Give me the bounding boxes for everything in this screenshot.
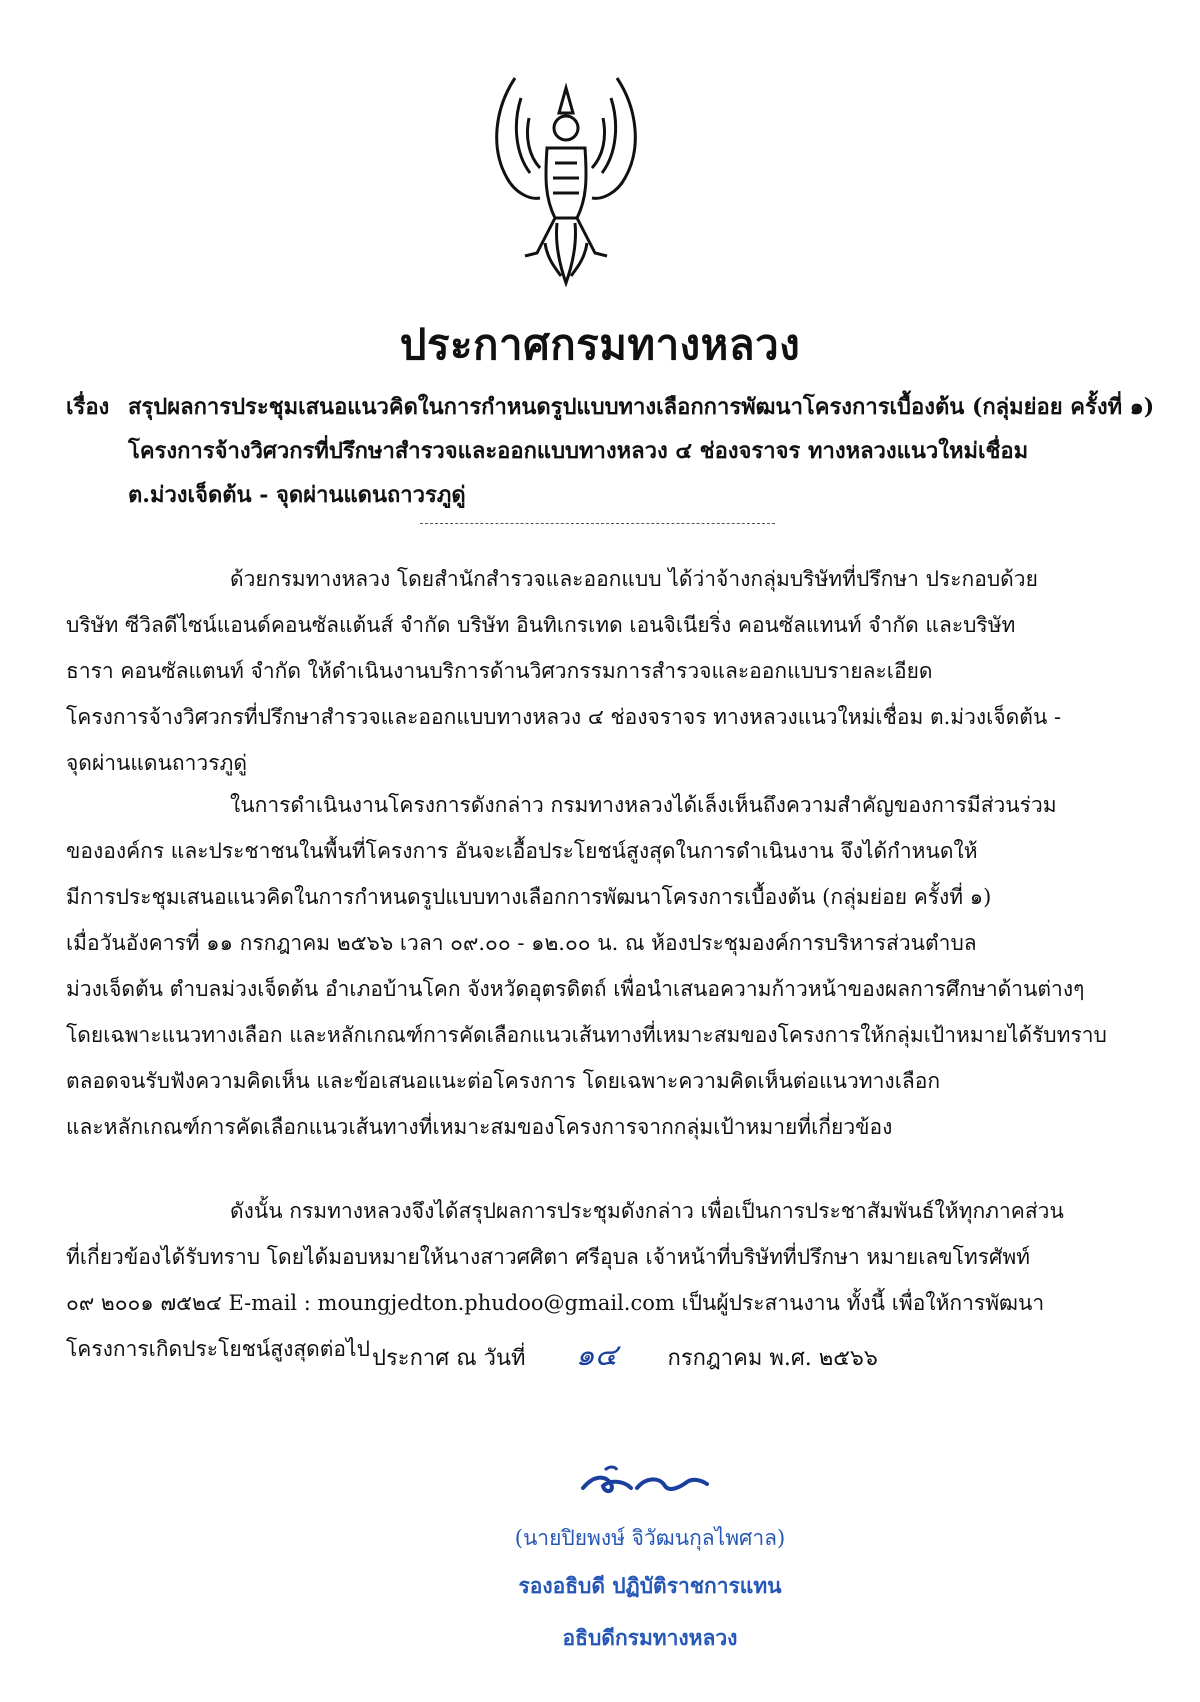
paragraph-line: โครงการเกิดประโยชน์สูงสุดต่อไป xyxy=(66,1337,370,1361)
paragraph-line: ในการดำเนินงานโครงการดังกล่าว กรมทางหลวงได้เล็งเห็นถึงความสำคัญของการมีส่วนร่วม xyxy=(230,793,1057,817)
document-title: ประกาศกรมทางหลวง xyxy=(399,320,801,369)
paragraph-line: โดยเฉพาะแนวทางเลือก และหลักเกณฑ์การคัดเลือกแนวเส้นทางที่เหมาะสมของโครงการให้กลุ่มเป้าหมายได้รับทราบ xyxy=(66,1023,1107,1047)
handwritten-day: ๑๔ xyxy=(575,1338,618,1373)
announce-prefix: ประกาศ ณ วันที่ xyxy=(372,1346,526,1371)
paragraph-line: บริษัท ซีวิลดีไซน์แอนด์คอนซัลแต้นส์ จำกัด บริษัท อินทิเกรเทด เอนจิเนียริ่ง คอนซัลแทนท์ จำกัด และบริษัท xyxy=(66,613,1016,637)
paragraph-line: มีการประชุมเสนอแนวคิดในการกำหนดรูปแบบทางเลือกการพัฒนาโครงการเบื้องต้น (กลุ่มย่อย ครั้งที่ ๑) xyxy=(66,885,992,909)
paragraph-line: ธารา คอนซัลแตนท์ จำกัด ให้ดำเนินงานบริการด้านวิศวกรรมการสำรวจและออกแบบรายละเอียด xyxy=(66,659,933,683)
subject-lines xyxy=(128,385,1155,517)
paragraph-line: และหลักเกณฑ์การคัดเลือกแนวเส้นทางที่เหมาะสมของโครงการจากกลุ่มเป้าหมายที่เกี่ยวข้อง xyxy=(66,1115,893,1139)
paragraph-line: ตลอดจนรับฟังความคิดเห็น และข้อเสนอแนะต่อโครงการ โดยเฉพาะความคิดเห็นต่อแนวทางเลือก xyxy=(66,1069,941,1093)
subject-label: เรื่อง xyxy=(66,394,110,420)
paragraph-line: โครงการจ้างวิศวกรที่ปรึกษาสำรวจและออกแบบทางหลวง ๔ ช่องจราจร ทางหลวงแนวใหม่เชื่อม ต.ม่วงเจ็ดต้น - xyxy=(66,705,1062,729)
paragraph-1 xyxy=(66,556,1144,786)
paragraph-line: ดังนั้น กรมทางหลวงจึงได้สรุปผลการประชุมดังกล่าว เพื่อเป็นการประชาสัมพันธ์ให้ทุกภาคส่วน xyxy=(230,1199,1064,1223)
garuda-emblem-icon xyxy=(485,68,647,290)
separator-line xyxy=(420,523,775,524)
signer-office: อธิบดีกรมทางหลวง xyxy=(562,1625,738,1650)
paragraph-line: ขององค์กร และประชาชนในพื้นที่โครงการ อันจะเอื้อประโยชน์สูงสุดในการดำเนินงาน จึงได้กำหนดให้ xyxy=(66,839,978,863)
announcement-date xyxy=(372,1332,892,1379)
announce-month-year: กรกฎาคม พ.ศ. ๒๕๖๖ xyxy=(667,1346,878,1371)
paragraph-line: ม่วงเจ็ดต้น ตำบลม่วงเจ็ดต้น อำเภอบ้านโคก จังหวัดอุตรดิตถ์ เพื่อนำเสนอความก้าวหน้าของผลการศึกษาด้านต่างๆ xyxy=(66,977,1085,1001)
signer-position: รองอธิบดี ปฏิบัติราชการแทน xyxy=(518,1573,782,1598)
paragraph-line: ด้วยกรมทางหลวง โดยสำนักสำรวจและออกแบบ ได้ว่าจ้างกลุ่มบริษัทที่ปรึกษา ประกอบด้วย xyxy=(230,567,1038,591)
subject-line: โครงการจ้างวิศวกรที่ปรึกษาสำรวจและออกแบบทางหลวง ๔ ช่องจราจร ทางหลวงแนวใหม่เชื่อม xyxy=(128,438,1029,464)
paragraph-2 xyxy=(66,782,1144,1150)
subject-line: ต.ม่วงเจ็ดต้น - จุดผ่านแดนถาวรภูดู่ xyxy=(128,482,466,508)
signer-name: (นายปิยพงษ์ จิวัฒนกุลไพศาล) xyxy=(514,1526,786,1550)
subject-line: สรุปผลการประชุมเสนอแนวคิดในการกำหนดรูปแบบทางเลือกการพัฒนาโครงการเบื้องต้น (กลุ่มย่อย ครั้งที่ ๑) xyxy=(128,394,1155,420)
paragraph-line: ๐๙ ๒๐๐๑ ๗๕๒๔ E-mail : moungjedton.phudoo@gmail.com เป็นผู้ประสานงาน ทั้งนี้ เพื่อให้การพัฒนา xyxy=(66,1291,1045,1315)
paragraph-line: เมื่อวันอังคารที่ ๑๑ กรกฎาคม ๒๕๖๖ เวลา ๐๙.๐๐ - ๑๒.๐๐ น. ณ ห้องประชุมองค์การบริหารส่วนตำบล xyxy=(66,931,977,955)
paragraph-line: จุดผ่านแดนถาวรภูดู่ xyxy=(66,751,247,775)
paragraph-line: ที่เกี่ยวข้องได้รับทราบ โดยได้มอบหมายให้นางสาวศศิตา ศรีอุบล เจ้าหน้าที่บริษัทที่ปรึกษา หมายเลขโทรศัพท์ xyxy=(66,1245,1031,1269)
signature-mark xyxy=(575,1458,715,1504)
